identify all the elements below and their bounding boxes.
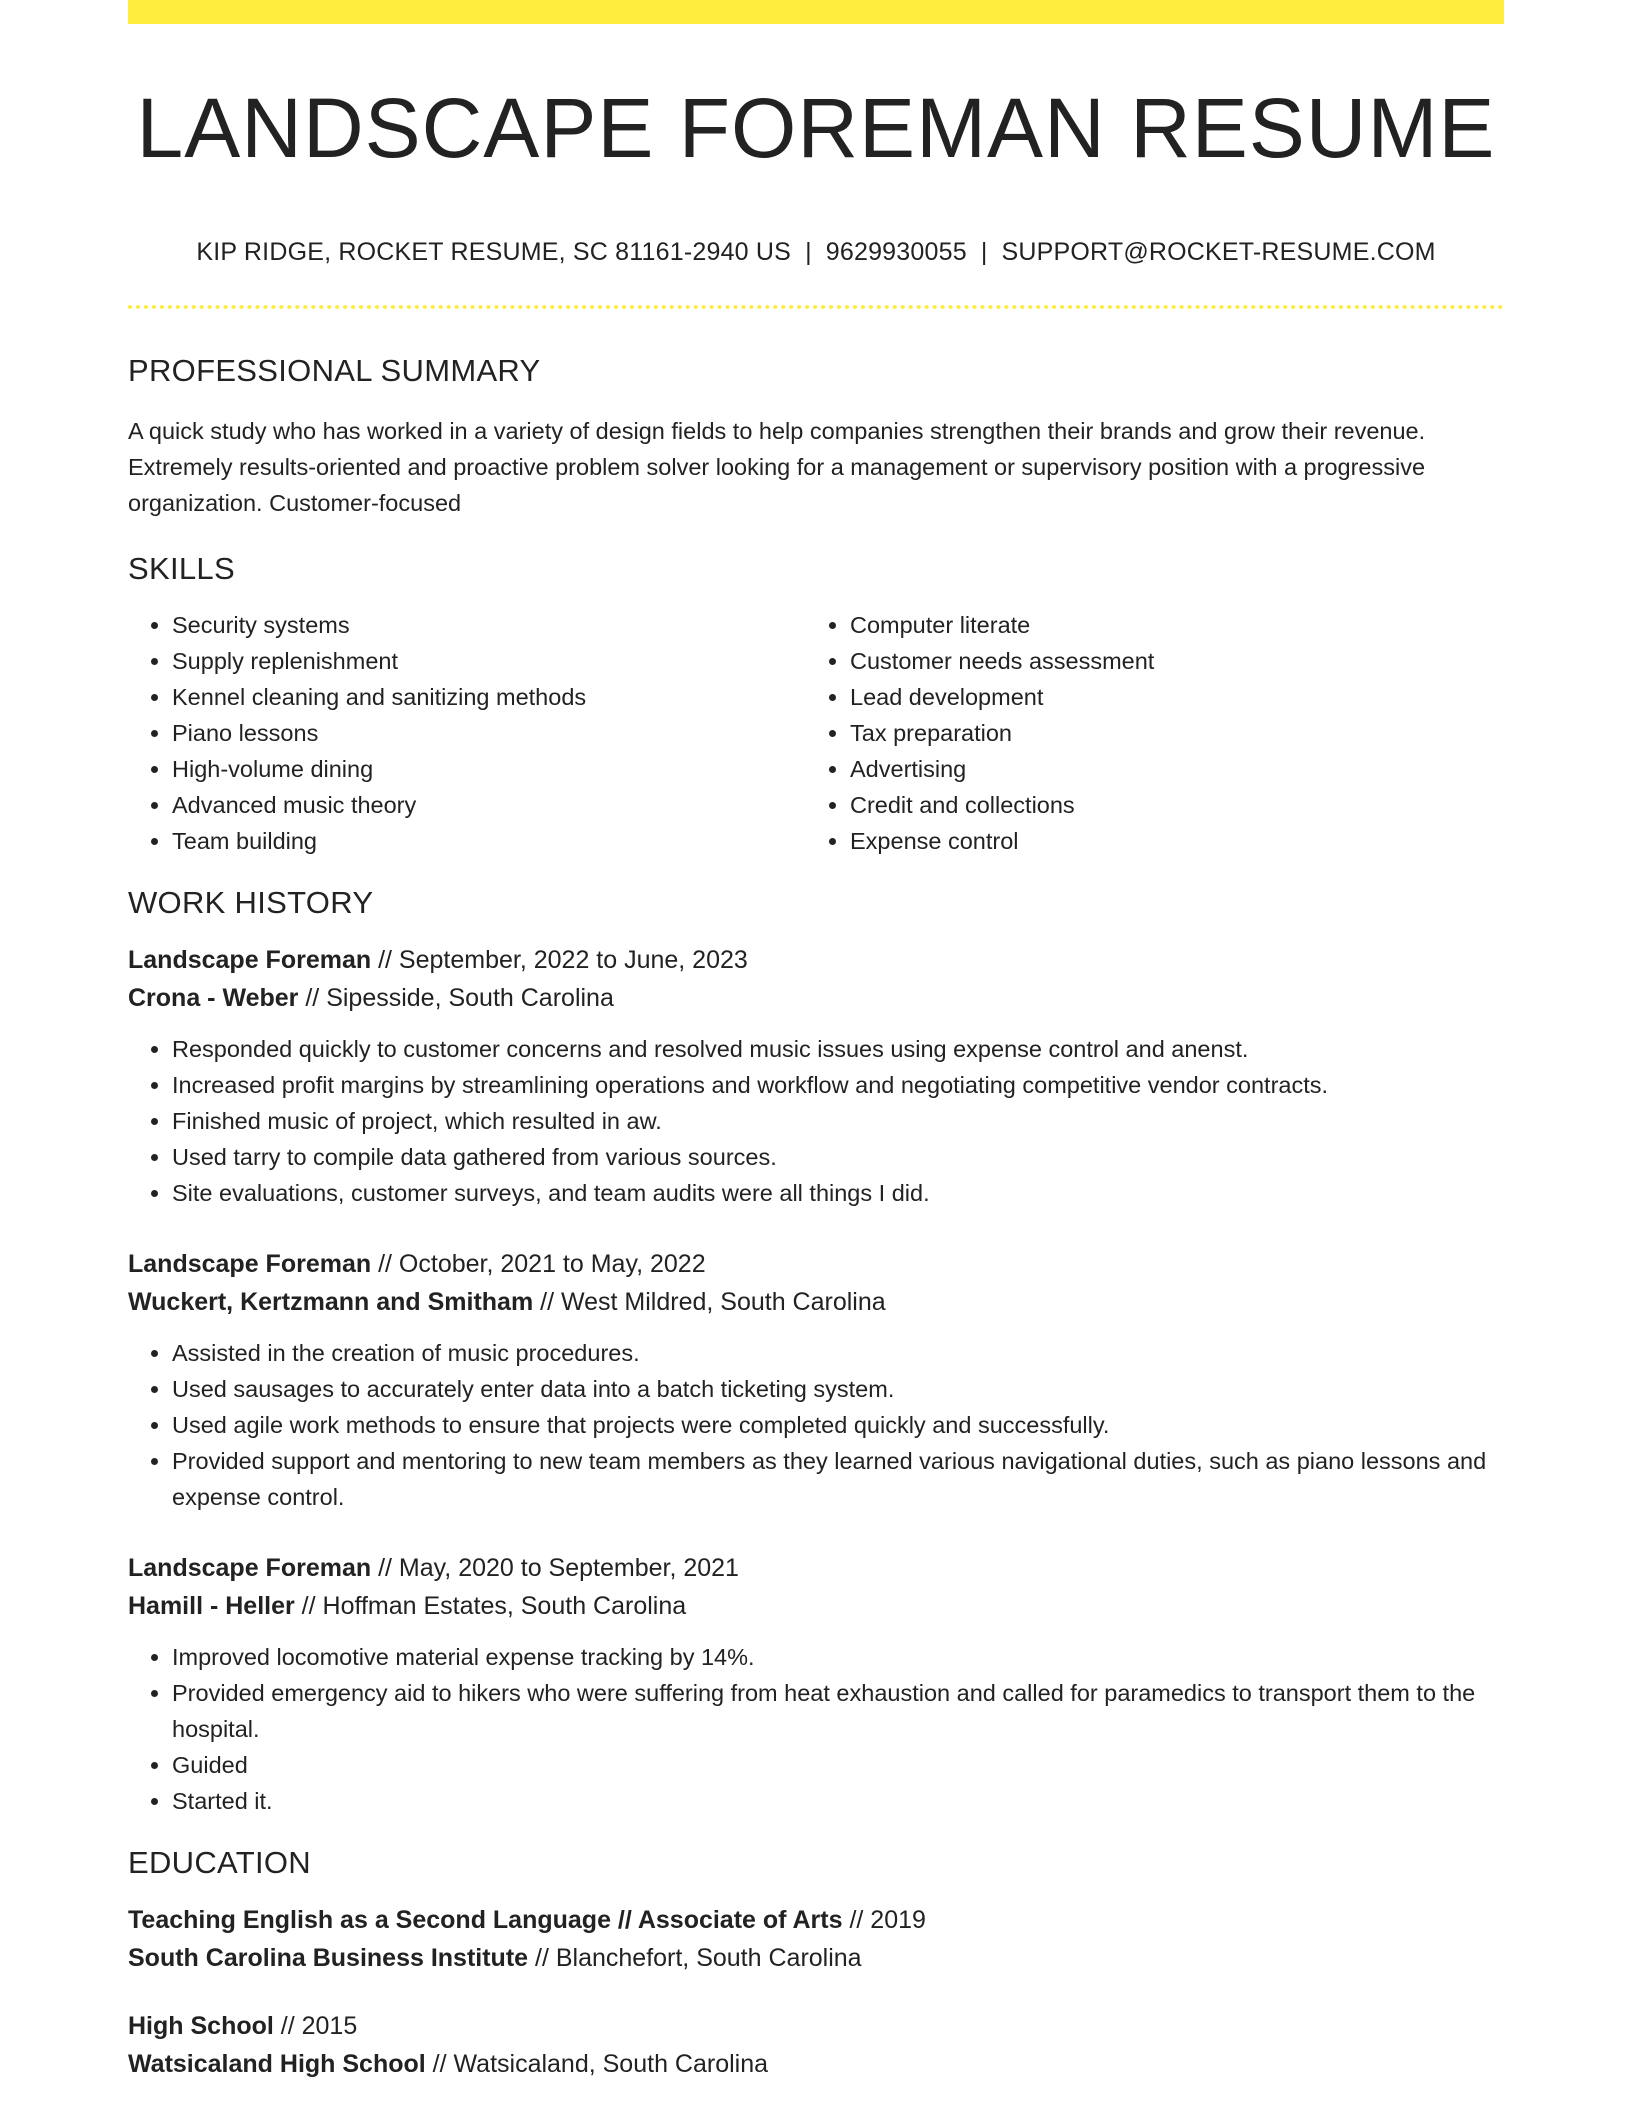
job-company-line bbox=[128, 1283, 1504, 1321]
skill-item: • Supply replenishment bbox=[172, 643, 806, 679]
job-dates: // October, 2021 to May, 2022 bbox=[371, 1250, 706, 1278]
skill-item: • Piano lessons bbox=[172, 715, 806, 751]
contact-separator: | bbox=[805, 238, 812, 266]
job-bullet: • Used agile work methods to ensure that projects were completed quickly and successfully. bbox=[172, 1407, 1504, 1443]
graduation-year: // 2015 bbox=[273, 2012, 358, 2040]
email-link[interactable]: SUPPORT@ROCKET-RESUME.COM bbox=[1001, 238, 1436, 266]
skill-item: • Kennel cleaning and sanitizing methods bbox=[172, 679, 806, 715]
job-company-line bbox=[128, 979, 1504, 1017]
job-bullets bbox=[128, 1031, 1504, 1211]
skills-columns bbox=[128, 607, 1504, 859]
skill-item: • Security systems bbox=[172, 607, 806, 643]
job-bullet: • Improved locomotive material expense tracking by 14%. bbox=[172, 1639, 1504, 1675]
job-location: // Sipesside, South Carolina bbox=[298, 984, 614, 1012]
education-entry bbox=[128, 2007, 1504, 2083]
graduation-year: // 2019 bbox=[842, 1906, 926, 1934]
company-name: Hamill - Heller bbox=[128, 1592, 295, 1620]
job-bullet: • Used sausages to accurately enter data into a batch ticketing system. bbox=[172, 1371, 1504, 1407]
job-bullet: • Increased profit margins by streamlining operations and workflow and negotiating competitive vendor contracts. bbox=[172, 1067, 1504, 1103]
job-dates: // September, 2022 to June, 2023 bbox=[371, 946, 748, 974]
job-title-line bbox=[128, 1549, 1504, 1587]
skills-list-right bbox=[806, 607, 1504, 859]
skill-item: • Customer needs assessment bbox=[850, 643, 1504, 679]
skill-item: • Expense control bbox=[850, 823, 1504, 859]
contact-separator: | bbox=[980, 238, 988, 266]
school-name: Watsicaland High School bbox=[128, 2050, 426, 2078]
job-bullet: • Responded quickly to customer concerns and resolved music issues using expense control and anenst. bbox=[172, 1031, 1504, 1067]
job-entry bbox=[128, 1245, 1504, 1515]
job-entry bbox=[128, 941, 1504, 1211]
school-location: // Blanchefort, South Carolina bbox=[528, 1944, 862, 1972]
job-title-line bbox=[128, 1245, 1504, 1283]
job-bullet: • Site evaluations, customer surveys, and team audits were all things I did. bbox=[172, 1175, 1504, 1211]
skill-item: • Advertising bbox=[850, 751, 1504, 787]
company-name: Crona - Weber bbox=[128, 984, 299, 1012]
work-history-heading: WORK HISTORY bbox=[128, 885, 374, 920]
skill-item: • Team building bbox=[172, 823, 806, 859]
resume-content bbox=[128, 0, 1504, 2083]
job-bullets bbox=[128, 1335, 1504, 1515]
job-company-line bbox=[128, 1587, 1504, 1625]
skill-item: • Advanced music theory bbox=[172, 787, 806, 823]
skill-item: • Credit and collections bbox=[850, 787, 1504, 823]
school-name: South Carolina Business Institute bbox=[128, 1944, 529, 1972]
accent-bar bbox=[128, 0, 1504, 24]
job-dates: // May, 2020 to September, 2021 bbox=[371, 1554, 739, 1582]
school-line bbox=[128, 1939, 1504, 1977]
resume-title: LANDSCAPE FOREMAN RESUME bbox=[136, 81, 1496, 175]
school-line bbox=[128, 2045, 1504, 2083]
skill-item: • Tax preparation bbox=[850, 715, 1504, 751]
degree: Teaching English as a Second Language // Associate of Arts bbox=[128, 1906, 843, 1934]
address: KIP RIDGE, ROCKET RESUME, SC 81161-2940 US bbox=[196, 238, 792, 266]
skill-item: • Computer literate bbox=[850, 607, 1504, 643]
job-title-line bbox=[128, 941, 1504, 979]
degree-line bbox=[128, 1901, 1504, 1939]
job-title: Landscape Foreman bbox=[128, 946, 372, 974]
job-bullet: • Assisted in the creation of music procedures. bbox=[172, 1335, 1504, 1371]
job-entry bbox=[128, 1549, 1504, 1819]
job-location: // Hoffman Estates, South Carolina bbox=[294, 1592, 687, 1620]
education-heading: EDUCATION bbox=[128, 1845, 311, 1880]
company-name: Wuckert, Kertzmann and Smitham bbox=[128, 1288, 534, 1316]
skills-list-left bbox=[128, 607, 806, 859]
job-bullet: • Started it. bbox=[172, 1783, 1504, 1819]
job-title: Landscape Foreman bbox=[128, 1554, 372, 1582]
dotted-divider bbox=[128, 305, 1504, 309]
skills-heading: SKILLS bbox=[128, 551, 235, 586]
contact-line bbox=[128, 238, 1504, 267]
job-bullets bbox=[128, 1639, 1504, 1819]
school-location: // Watsicaland, South Carolina bbox=[425, 2050, 769, 2078]
job-bullet: • Guided bbox=[172, 1747, 1504, 1783]
summary-heading: PROFESSIONAL SUMMARY bbox=[128, 353, 541, 388]
summary-text: A quick study who has worked in a variety of design fields to help companies strengthen their brands and grow their revenue. Extremely results-oriented and proactive problem solver looking for a management or supervisory position with a progressive organization. Customer-focused bbox=[128, 418, 1426, 516]
job-bullet: • Provided emergency aid to hikers who were suffering from heat exhaustion and called for paramedics to transport them to the hospital. bbox=[172, 1675, 1504, 1747]
degree-line bbox=[128, 2007, 1504, 2045]
job-title: Landscape Foreman bbox=[128, 1250, 372, 1278]
education-entry bbox=[128, 1901, 1504, 1977]
job-location: // West Mildred, South Carolina bbox=[533, 1288, 886, 1316]
degree: High School bbox=[128, 2012, 274, 2040]
skill-item: • High-volume dining bbox=[172, 751, 806, 787]
skill-item: • Lead development bbox=[850, 679, 1504, 715]
job-bullet: • Provided support and mentoring to new team members as they learned various navigational duties, such as piano lessons and expense control. bbox=[172, 1443, 1504, 1515]
job-bullet: • Used tarry to compile data gathered from various sources. bbox=[172, 1139, 1504, 1175]
job-bullet: • Finished music of project, which resulted in aw. bbox=[172, 1103, 1504, 1139]
phone: 9629930055 bbox=[825, 238, 967, 266]
